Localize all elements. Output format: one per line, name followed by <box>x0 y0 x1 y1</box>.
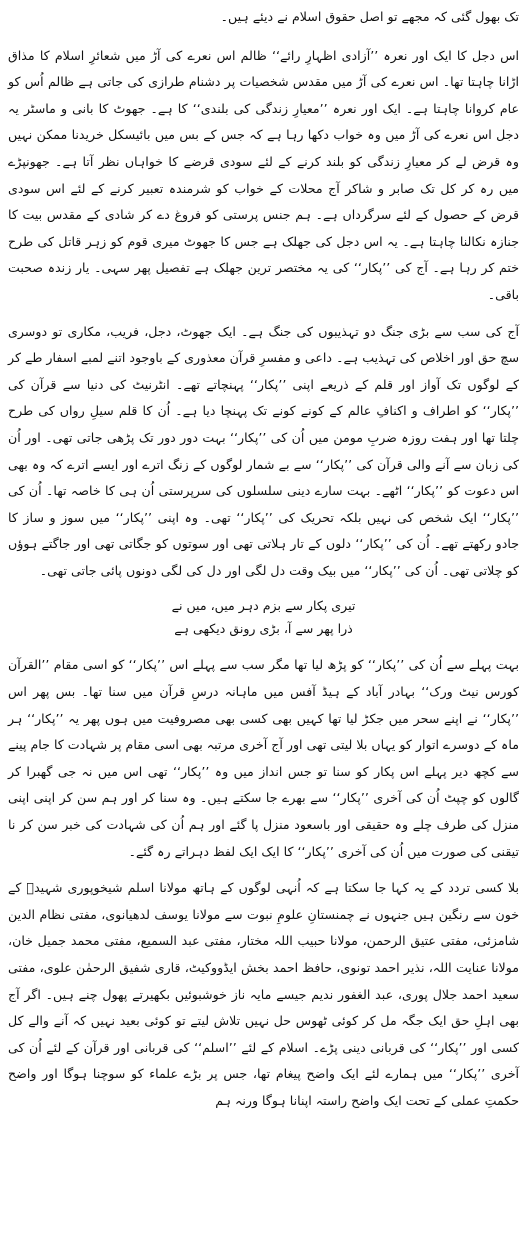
article-paragraph: بلا کسی تردد کے یہ کہا جا سکتا ہے کہ اُنہی لوگوں کے ہاتھ مولانا اسلم شیخوپوری شہیدؒ کے خون سے رنگین ہیں جنہوں نے چمنستانِ علومِ نبوت سے مولانا یوسف لدھیانوی، مفتی نظام الدین شامزئی، مفتی عتیق الرحمن، مولانا حبیب اللہ مختار، مفتی عبد السمیع، مفتی محمد جمیل خان، مولانا عنایت اللہ، نذیر احمد تونوی، حافظ احمد بخش ایڈووکیٹ، قاری شفیق الرحمٰن علوی، مفتی سعید احمد جلال پوری، عبد الغفور ندیم جیسے مایہ ناز خوشبوئیں بکھیرتے پھول چنے ہیں۔ اگر آج بھی اہلِ حق ایک جگہ مل کر کوئی ٹھوس حل نہیں تلاش لیتے تو کوئی بعید نہیں کہ آنے والے کل کسی اور ’’پکار‘‘ کی قربانی دینی پڑے۔ اسلام کے لئے ’’اسلم‘‘ کی قربانی اور قرآن کے لئے اُن کی آخری ’’پکار‘‘ میں ہمارے لئے ایک واضح پیغام تھا، جس پر بڑے علماء کو سوچنا ہوگا اور واضح حکمتِ عملی کے تحت ایک واضح راستہ اپنانا ہوگا ورنہ ہم <box>8 880 519 1108</box>
article-paragraph: آج کی سب سے بڑی جنگ دو تہذیبوں کی جنگ ہے۔ ایک جھوٹ، دجل، فریب، مکاری تو دوسری سچ حق اور اخلاص کی تہذیب ہے۔ داعی و مفسرِ قرآن معذوری کے باوجود اتنے لمبے اسفار طے کر کے لوگوں تک آواز اور قلم کے ذریعے اپنی ’’پکار‘‘ پہنچاتے تھے۔ انٹرنیٹ کی دنیا سے قرآن کی ’’پکار‘‘ کو اطراف و اکنافِ عالم کے کونے کونے تک پہنچا دیا ہے۔ اُن کا قلم سیلِ رواں کی طرح چلتا تھا اور ہفت روزہ ضربِ مومن میں اُن کی ’’پکار‘‘ بہت دور دور تک پڑھی جاتی تھی۔ اور اُن کی زبان سے آنے والی قرآن کی ’’پکار‘‘ سے بے شمار لوگوں کے زنگ اترے اور ایسے اترے کہ وہ بھی اس دعوت کو ’’پکار‘‘ اٹھے۔ بہت سارے دینی سلسلوں کی سرپرستی اُن ہی کا خاصہ تھا۔ اُن کی ’’پکار‘‘ ایک شخص کی نہیں بلکہ تحریک کی ’’پکار‘‘ تھی۔ وہ اپنی ’’پکار‘‘ میں سوز و ساز کا جادو رکھتے تھے۔ اُن کی ’’پکار‘‘ دلوں کے تار ہلاتی تھی اور سوتوں کو جگاتی تھی اور جاگتے ہوؤں کو چلاتی تھی۔ اُن کی ’’پکار‘‘ میں بیک وقت دل لگی اور دل کی لگی دونوں پائی جاتی تھی۔ <box>8 323 519 578</box>
poetry-line: ذرا پھر سے آ، بڑی رونق دیکھی ہے <box>174 621 353 637</box>
poetry-line: تیری پکار سے بزم دہر میں، میں نے <box>171 598 356 614</box>
poetry-couplet <box>8 594 519 640</box>
article-paragraph: اس دجل کا ایک اور نعرہ ’’آزادی اظہارِ رائے‘‘ ظالم اس نعرے کی آڑ میں شعائرِ اسلام کا مذاق اڑانا چاہتا تھا۔ اس نعرے کی آڑ میں مقدس شخصیات پر دشنام طرازی کی جاتی ہے ظالم اُس کو عام کروانا چاہتا ہے۔ ایک اور نعرہ ’’معیارِ زندگی کی بلندی‘‘ کا ہے۔ جھوٹ کا بانی و ماسٹر یہ دجل اس نعرے کی آڑ میں وہ خواب دکھا رہا ہے کہ جس کے بس میں بائیسکل خریدنا ممکن نہیں وہ قرض لے کر معیارِ زندگی کو بلند کرنے کے لئے سودی قرضے کا خواہاں نظر آتا ہے۔ جھونپڑے میں رہ کر کل تک صابر و شاکر آج محلات کے خواب کو شرمندہ تعبیر کرنے کے لئے اس سودی قرض کے حصول کے لئے سرگرداں ہے۔ ہم جنس پرستی کو فروغ دے کر شادی کے مقدس بیت کا جنازہ نکالنا چاہتا ہے۔ یہ اس دجل کی جھلک ہے جس کا جھوٹ میری قوم کو زہر قاتل کی طرح ختم کر رہا ہے۔ آج کی ’’پکار‘‘ کی یہ مختصر ترین جھلک ہے تفصیل پھر سہی۔ یار زندہ صحبت باقی۔ <box>8 47 519 302</box>
article-paragraph: تک بھول گئی کہ مجھے تو اصل حقوق اسلام نے دیئے ہیں۔ <box>220 9 519 24</box>
article-paragraph: بہت پہلے سے اُن کی ’’پکار‘‘ کو پڑھ لیا تھا مگر سب سے پہلے اس ’’پکار‘‘ کو اسی مقام ’’القرآن کورس نیٹ ورک‘‘ بہادر آباد کے ہیڈ آفس میں ماہانہ درسِ قرآن میں سنا تھا۔ بس پھر اس ’’پکار‘‘ نے اپنے سحر میں جکڑ لیا تھا کہیں بھی کسی بھی مصروفیت میں ہوں پھر یہ ’’پکار‘‘ ہر ماہ کے دوسرے اتوار کو یہاں بلا لیتی تھی اور آج آخری مرتبہ بھی اسی مقام پر شہادت کا جام پینے سے کچھ دیر پہلے اس پکار کو سنا تو جس انداز میں وہ ’’پکار‘‘ تھی اس میں نہ جی گھبرا کر گالوں کو چپٹ اُن کی آخری ’’پکار‘‘ سے بھرے جا سکتے ہیں۔ وہ سنا کر اور ہم سن کر اپنی اپنی منزل کی طرف چلے وہ حقیقی اور باسعود منزل پا گئے اور ہم اُن کی شہادت کی خبر سن کر نا تیقنی کی صورت میں اُن کی آخری ’’پکار‘‘ کا ایک ایک لفظ دہراتے رہ گئے۔ <box>8 657 519 859</box>
